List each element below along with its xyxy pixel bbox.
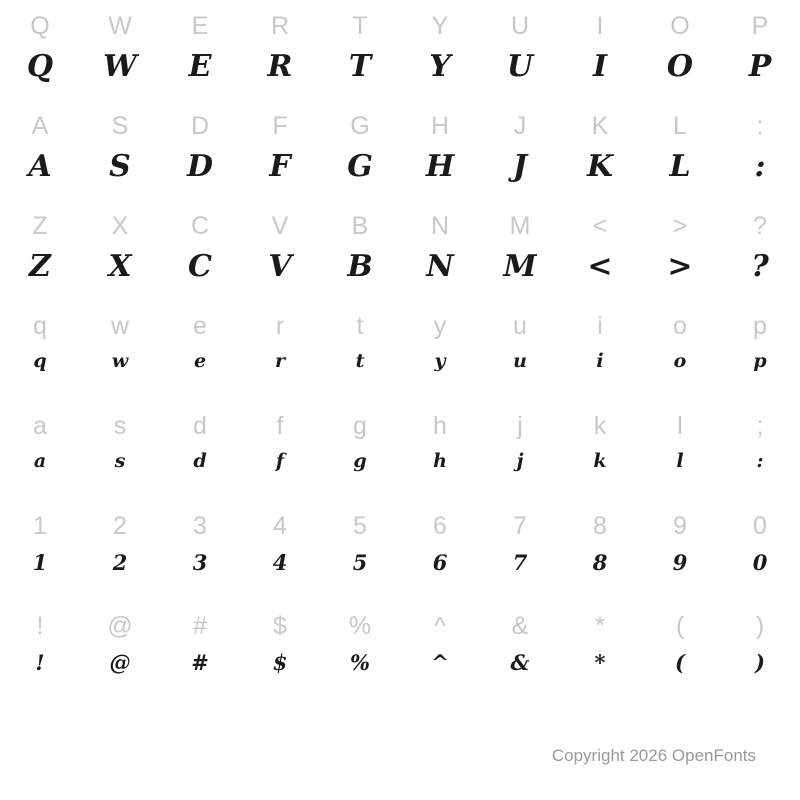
key-label-row [0, 400, 800, 452]
glyph-row [0, 652, 800, 700]
glyph-sample: C [188, 249, 212, 284]
glyph-sample: T [348, 49, 372, 84]
key-label: Z [32, 211, 48, 240]
key-label-row [0, 200, 800, 252]
glyph-sample: K [586, 149, 614, 184]
glyph-sample: E [188, 49, 212, 84]
key-label: I [596, 11, 604, 40]
glyph-sample: o [673, 350, 687, 372]
key-label: r [275, 311, 285, 340]
glyph-row [0, 452, 800, 500]
glyph-sample: d [193, 450, 207, 472]
key-label-row [0, 500, 800, 552]
glyph-sample: & [510, 650, 530, 675]
key-label: & [511, 611, 529, 640]
glyph-sample: O [666, 49, 694, 84]
key-label: o [673, 311, 687, 340]
key-label: % [348, 611, 372, 640]
glyph-sample: 1 [32, 550, 48, 575]
glyph-sample: i [596, 350, 604, 372]
glyph-sample: h [433, 450, 447, 472]
glyph-row [0, 149, 800, 200]
glyph-sample: Q [26, 49, 54, 84]
glyph-sample: D [186, 149, 213, 184]
key-label: A [31, 111, 49, 140]
key-label: U [510, 11, 530, 40]
copyright-notice: Copyright 2026 OpenFonts [551, 746, 756, 765]
glyph-sample: ! [35, 650, 45, 675]
glyph-sample: 2 [112, 550, 128, 575]
key-label: f [276, 411, 284, 440]
glyph-sample: k [593, 450, 607, 472]
key-label: s [113, 411, 127, 440]
glyph-sample: r [274, 350, 285, 372]
key-label: 3 [193, 511, 207, 540]
key-label: O [670, 11, 690, 40]
glyph-sample: P [748, 49, 772, 84]
key-label: J [513, 111, 527, 140]
glyph-sample: V [268, 249, 292, 284]
glyph-sample: ^ [431, 650, 449, 675]
key-label: i [597, 311, 603, 340]
key-label: g [353, 411, 367, 440]
glyph-sample: y [434, 350, 446, 372]
key-label: F [272, 111, 288, 140]
key-label: w [110, 311, 130, 340]
key-label: T [352, 11, 368, 40]
key-label: d [193, 411, 207, 440]
glyph-sample: N [426, 249, 454, 284]
glyph-sample: 6 [432, 550, 448, 575]
glyph-sample: e [193, 350, 207, 372]
glyph-sample: # [191, 650, 209, 675]
key-label: ! [36, 611, 44, 640]
glyph-sample: 9 [672, 550, 688, 575]
keymap-row-lowercase-asdfghjkl [0, 400, 800, 500]
key-label: Q [30, 11, 50, 40]
key-label: ; [756, 411, 764, 440]
key-label: u [513, 311, 527, 340]
glyph-sample: ? [751, 249, 769, 284]
glyph-row [0, 352, 800, 400]
key-label: L [673, 111, 687, 140]
key-label: 9 [673, 511, 687, 540]
key-label: G [350, 111, 370, 140]
key-label: 6 [433, 511, 447, 540]
glyph-row [0, 249, 800, 300]
glyph-sample: X [108, 249, 132, 284]
glyph-sample: q [33, 350, 47, 372]
glyph-sample: ( [675, 650, 685, 675]
key-label: l [677, 411, 683, 440]
key-label: V [271, 211, 289, 240]
glyph-sample: l [676, 450, 684, 472]
glyph-sample: M [503, 249, 537, 284]
glyph-sample: p [753, 350, 767, 372]
key-label: < [592, 211, 608, 240]
key-label: ? [753, 211, 767, 240]
key-label: Y [431, 11, 449, 40]
key-label: h [433, 411, 447, 440]
glyph-sample: 3 [192, 550, 208, 575]
glyph-sample: : [754, 149, 766, 184]
keymap-row-uppercase-zxcvbnm [0, 200, 800, 300]
key-label: 2 [113, 511, 127, 540]
glyph-row [0, 49, 800, 100]
key-label: K [591, 111, 609, 140]
key-label: W [108, 11, 132, 40]
glyph-sample: * [594, 650, 606, 675]
key-label-row [0, 100, 800, 152]
glyph-sample: B [347, 249, 373, 284]
key-label: q [33, 311, 47, 340]
glyph-sample: u [513, 350, 527, 372]
key-label-row [0, 300, 800, 352]
key-label-row [0, 600, 800, 652]
glyph-sample: $ [272, 650, 288, 675]
key-label: 1 [33, 511, 47, 540]
key-label: ) [755, 611, 765, 640]
key-label: > [672, 211, 688, 240]
glyph-sample: @ [109, 650, 131, 675]
glyph-sample: j [516, 450, 524, 472]
key-label: : [756, 111, 764, 140]
key-label: 4 [273, 511, 287, 540]
glyph-sample: w [111, 350, 129, 372]
keymap-row-symbols [0, 600, 800, 700]
glyph-sample: 0 [752, 550, 768, 575]
glyph-sample: 4 [272, 550, 288, 575]
glyph-sample: a [33, 450, 47, 472]
glyph-sample: G [347, 149, 373, 184]
key-label: p [753, 311, 767, 340]
glyph-sample: I [592, 49, 608, 84]
glyph-sample: 5 [352, 550, 368, 575]
keymap-row-uppercase-asdfghjkl [0, 100, 800, 200]
key-label: B [351, 211, 369, 240]
key-label: 5 [353, 511, 367, 540]
glyph-sample: % [350, 650, 370, 675]
glyph-sample: U [506, 49, 534, 84]
glyph-sample: L [669, 149, 691, 184]
glyph-sample: > [667, 249, 693, 284]
glyph-sample: A [28, 149, 52, 184]
key-label: X [111, 211, 129, 240]
glyph-sample: F [269, 149, 291, 184]
glyph-sample: H [425, 149, 455, 184]
glyph-row [0, 552, 800, 600]
glyph-sample: < [587, 249, 613, 284]
keymap-row-digits [0, 500, 800, 600]
key-label: a [33, 411, 47, 440]
key-label: N [430, 211, 450, 240]
glyph-sample: t [355, 350, 365, 372]
glyph-sample: R [267, 49, 293, 84]
key-label: 8 [593, 511, 607, 540]
key-label: D [190, 111, 210, 140]
keymap-row-uppercase-qwertyuiop [0, 0, 800, 100]
key-label: ^ [434, 611, 446, 640]
key-label: 0 [753, 511, 767, 540]
glyph-sample: J [512, 149, 528, 184]
key-label: C [190, 211, 210, 240]
glyph-sample: Y [429, 49, 451, 84]
key-label: k [593, 411, 607, 440]
key-label: $ [273, 611, 287, 640]
key-label: # [193, 611, 207, 640]
key-label: j [517, 411, 523, 440]
key-label: @ [107, 611, 133, 640]
glyph-sample: g [353, 450, 367, 472]
key-label-row [0, 0, 800, 52]
glyph-sample: s [114, 450, 126, 472]
glyph-sample: : [756, 450, 764, 472]
key-label: 7 [513, 511, 527, 540]
key-label: P [751, 11, 769, 40]
key-label: R [270, 11, 290, 40]
key-label: ( [675, 611, 685, 640]
key-label: t [356, 311, 364, 340]
glyph-sample: f [275, 450, 285, 472]
glyph-sample: Z [29, 249, 51, 284]
glyph-sample: S [109, 149, 131, 184]
glyph-sample: W [103, 49, 137, 84]
key-label: S [111, 111, 129, 140]
key-label: M [509, 211, 531, 240]
glyph-sample: 7 [512, 550, 528, 575]
key-label: E [191, 11, 209, 40]
key-label: e [193, 311, 207, 340]
key-label: y [433, 311, 447, 340]
key-label: H [430, 111, 450, 140]
key-label: * [595, 611, 605, 640]
glyph-sample: 8 [592, 550, 608, 575]
keymap-row-lowercase-qwertyuiop [0, 300, 800, 400]
glyph-sample: ) [755, 650, 765, 675]
